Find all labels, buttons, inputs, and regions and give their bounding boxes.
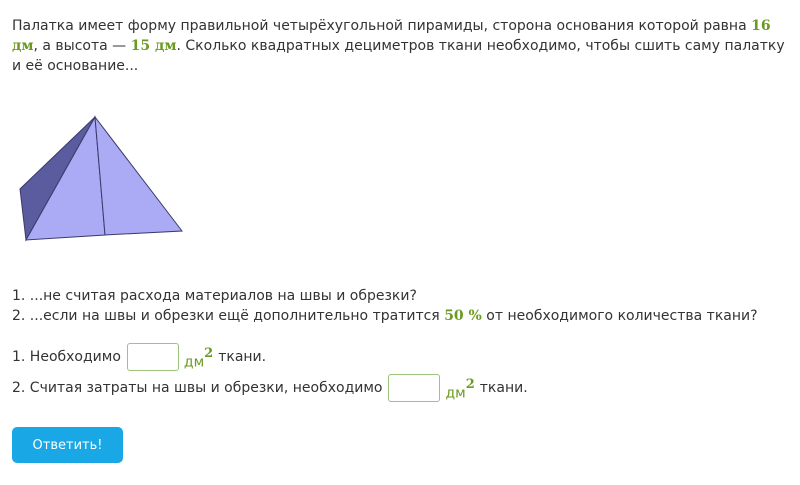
answer-1-suffix: ткани. xyxy=(218,349,267,365)
pyramid-figure xyxy=(14,112,186,244)
answer-2-suffix: ткани. xyxy=(479,380,528,396)
answer-line-1 xyxy=(12,343,266,371)
pyramid-right-face xyxy=(95,117,182,235)
answer-line-2 xyxy=(12,374,528,402)
problem-text-part2: , а высота — xyxy=(33,38,131,54)
answer-2-label: 2. Считая затраты на швы и обрезки, необходимо xyxy=(12,380,383,396)
waste-percent-value: 50 % xyxy=(444,308,482,324)
answer-1-unit-exponent: 2 xyxy=(204,345,214,361)
height-value: 15 дм xyxy=(130,38,177,54)
answer-1-unit xyxy=(183,345,214,371)
question-2-part1: 2. ...если на швы и обрезки ещё дополнительно тратится xyxy=(12,308,445,324)
answer-1-input[interactable] xyxy=(127,343,179,371)
question-1: 1. ...не считая расхода материалов на швы и обрезки? xyxy=(12,288,417,304)
question-2 xyxy=(12,306,788,326)
submit-button[interactable]: Ответить! xyxy=(12,427,123,463)
problem-text-part1: Палатка имеет форму правильной четырёхугольной пирамиды, сторона основания которой равна xyxy=(12,18,752,34)
answer-2-input[interactable] xyxy=(388,374,440,402)
answer-1-unit-text: дм xyxy=(183,354,205,371)
answer-2-unit-text: дм xyxy=(445,385,466,402)
answer-1-label: 1. Необходимо xyxy=(12,349,121,365)
questions xyxy=(12,286,788,326)
base-side-value: 16 дм xyxy=(12,18,771,54)
question-2-part2: от необходимого количества ткани? xyxy=(481,308,758,324)
problem-statement xyxy=(12,16,788,76)
problem-text-part3: . Сколько квадратных дециметров ткани необходимо, чтобы сшить саму палатку и её основание... xyxy=(12,38,785,74)
answer-2-unit-exponent: 2 xyxy=(465,376,475,392)
answer-2-unit xyxy=(445,376,475,402)
